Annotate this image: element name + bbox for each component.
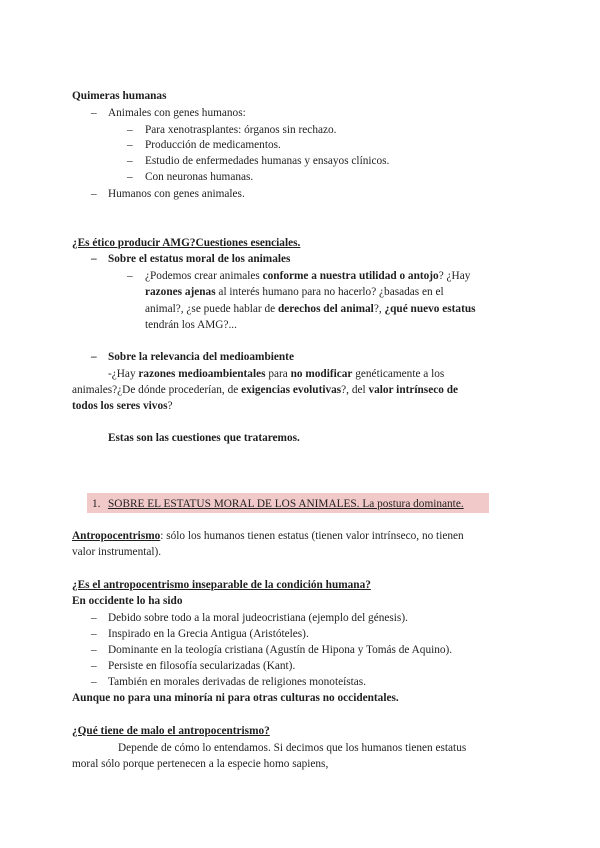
environment-line-1: -¿Hay razones medioambientales para no modificar genéticamente a los bbox=[108, 368, 445, 380]
moral-status-title: Sobre el estatus moral de los animales bbox=[108, 253, 291, 265]
section-number: 1. bbox=[92, 498, 101, 510]
list-item: Debido sobre todo a la moral judeocristiana (ejemplo del génesis). bbox=[108, 612, 408, 624]
list-item: Persiste en filosofía secularizadas (Kant). bbox=[108, 660, 296, 672]
bullet-dash: – bbox=[91, 253, 97, 265]
bullet-dash: – bbox=[91, 628, 97, 640]
paragraph-line-2: moral sólo porque pertenecen a la especie homo sapiens, bbox=[72, 758, 329, 770]
ethics-heading: ¿Es ético producir AMG?Cuestiones esenciales. bbox=[72, 237, 301, 249]
sub-list-item: Con neuronas humanas. bbox=[145, 171, 254, 183]
anthropocentrism-definition-line-2: valor instrumental). bbox=[72, 546, 162, 558]
sub-list-item: Para xenotrasplantes: órganos sin rechazo. bbox=[145, 124, 337, 136]
bullet-dash: – bbox=[127, 270, 133, 282]
west-statement: En occidente lo ha sido bbox=[72, 595, 183, 607]
bullet-dash: – bbox=[91, 644, 97, 656]
moral-status-line-4: tendrán los AMG?... bbox=[145, 319, 237, 331]
environment-line-3: todos los seres vivos? bbox=[72, 400, 173, 412]
sub-list-item: Estudio de enfermedades humanas y ensayos clínicos. bbox=[145, 155, 390, 167]
list-item: También en morales derivadas de religiones monoteístas. bbox=[108, 676, 367, 688]
bullet-dash: – bbox=[127, 155, 133, 167]
bullet-dash: – bbox=[91, 351, 97, 363]
bullet-dash: – bbox=[127, 124, 133, 136]
moral-status-line-3: animal?, ¿se puede hablar de derechos del animal?, ¿qué nuevo estatus bbox=[145, 303, 476, 315]
closing-statement: Estas son las cuestiones que trataremos. bbox=[108, 432, 300, 444]
paragraph-line-1: Depende de cómo lo entendamos. Si decimos que los humanos tienen estatus bbox=[118, 742, 467, 754]
environment-line-2: animales?¿De dónde procederían, de exigencias evolutivas?, del valor intrínseco de bbox=[72, 384, 458, 396]
list-item: Animales con genes humanos: bbox=[108, 107, 246, 119]
question-whats-wrong: ¿Qué tiene de malo el antropocentrismo? bbox=[72, 725, 270, 737]
anthropocentrism-definition-line-1: Antropocentrismo: sólo los humanos tienen estatus (tienen valor intrínseco, no tienen bbox=[72, 530, 464, 542]
list-item: Inspirado en la Grecia Antigua (Aristóteles). bbox=[108, 628, 309, 640]
list-item: Humanos con genes animales. bbox=[108, 188, 245, 200]
section-1-title: SOBRE EL ESTATUS MORAL DE LOS ANIMALES. La postura dominante. bbox=[108, 498, 464, 510]
bullet-dash: – bbox=[91, 676, 97, 688]
moral-status-line-1: ¿Podemos crear animales conforme a nuestra utilidad o antojo? ¿Hay bbox=[145, 270, 471, 282]
bullet-dash: – bbox=[127, 171, 133, 183]
moral-status-line-2: razones ajenas al interés humano para no hacerlo? ¿basadas en el bbox=[145, 286, 444, 298]
bullet-dash: – bbox=[91, 107, 97, 119]
environment-title: Sobre la relevancia del medioambiente bbox=[108, 351, 294, 363]
bullet-dash: – bbox=[91, 660, 97, 672]
bullet-dash: – bbox=[91, 188, 97, 200]
minority-statement: Aunque no para una minoría ni para otras culturas no occidentales. bbox=[72, 692, 399, 704]
section-title-chimeras: Quimeras humanas bbox=[72, 90, 167, 102]
bullet-dash: – bbox=[91, 612, 97, 624]
question-inseparable: ¿Es el antropocentrismo inseparable de la condición humana? bbox=[72, 579, 371, 591]
bullet-dash: – bbox=[127, 139, 133, 151]
sub-list-item: Producción de medicamentos. bbox=[145, 139, 281, 151]
list-item: Dominante en la teología cristiana (Agustín de Hipona y Tomás de Aquino). bbox=[108, 644, 453, 656]
